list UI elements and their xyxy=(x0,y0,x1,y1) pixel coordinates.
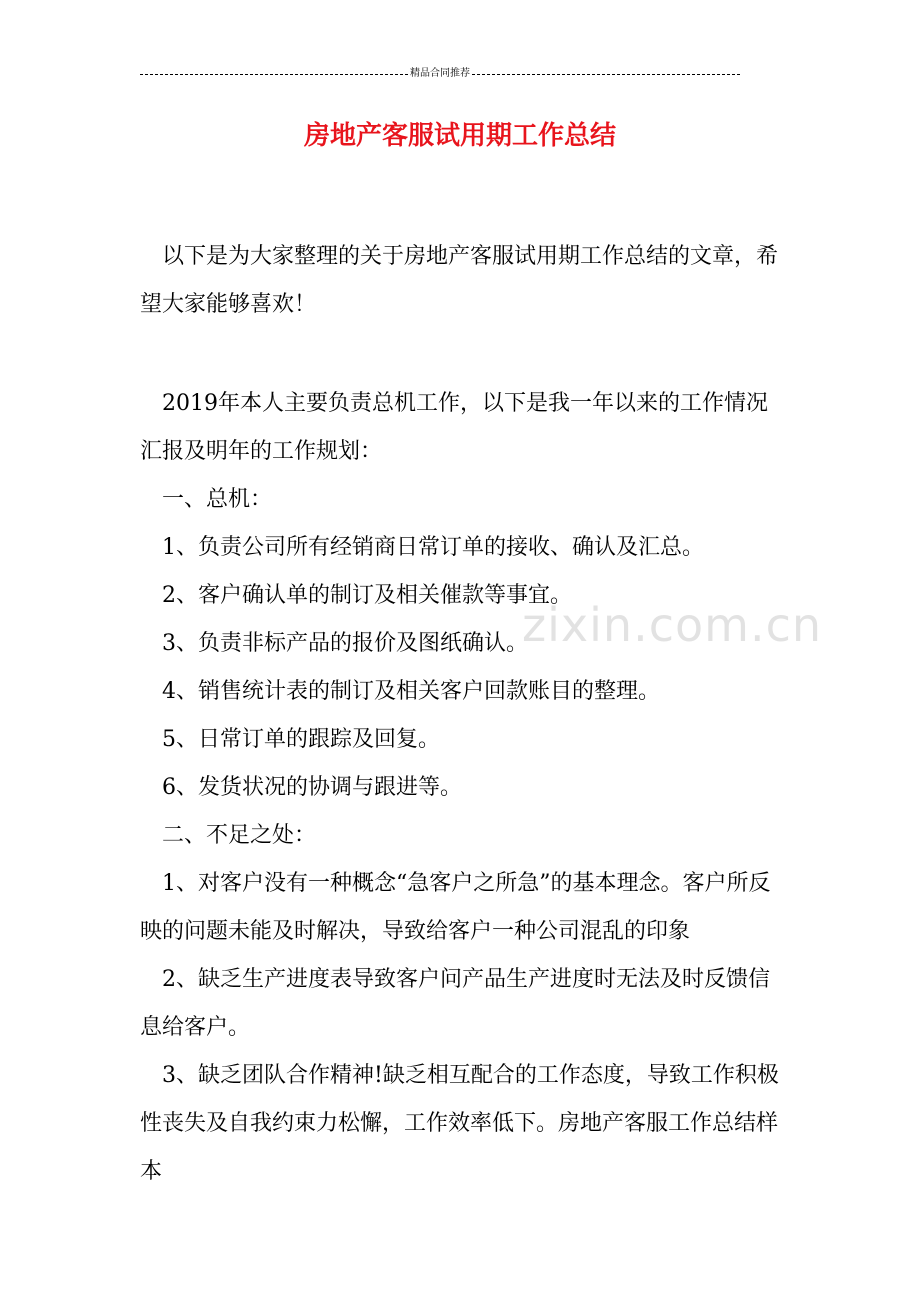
list-item: 3、缺乏团队合作精神!缺乏相互配合的工作态度，导致工作积极性丧失及自我约束力松懈，工作效率低下。房地产客服工作总结样本 xyxy=(140,1063,779,1184)
section-heading-switchboard: 一、总机： xyxy=(162,487,273,512)
header-dash-right xyxy=(472,74,740,75)
section-heading-shortcomings: 二、不足之处： xyxy=(162,823,317,848)
header-label: 精品合同推荐 xyxy=(410,68,470,79)
watermark: zixin.com.cn xyxy=(522,598,823,652)
list-item: 1、对客户没有一种概念“急客户之所急”的基本理念。客户所反映的问题未能及时解决，导致给客户一种公司混乱的印象 xyxy=(140,871,771,944)
list-item: 2、客户确认单的制订及相关催款等事宜。 xyxy=(162,583,572,608)
list-item: 4、销售统计表的制订及相关客户回款账目的整理。 xyxy=(162,679,660,704)
list-item: 3、负责非标产品的报价及图纸确认。 xyxy=(162,631,528,656)
list-item: 6、发货状况的协调与跟进等。 xyxy=(162,775,462,800)
header-divider xyxy=(140,66,740,82)
intro-block xyxy=(140,233,784,329)
header-dash-left xyxy=(140,74,408,75)
list-item: 5、日常订单的跟踪及回复。 xyxy=(162,727,440,752)
list-item: 2、缺乏生产进度表导致客户问产品生产进度时无法及时反馈信息给客户。 xyxy=(140,967,770,1040)
paragraph-summary: 2019年本人主要负责总机工作，以下是我一年以来的工作情况汇报及明年的工作规划： xyxy=(140,391,768,464)
list-item: 1、负责公司所有经销商日常订单的接收、确认及汇总。 xyxy=(162,535,704,560)
body-block xyxy=(140,380,784,1196)
intro-paragraph: 以下是为大家整理的关于房地产客服试用期工作总结的文章，希望大家能够喜欢！ xyxy=(140,244,779,317)
document-title: 房地产客服试用期工作总结 xyxy=(303,121,616,151)
